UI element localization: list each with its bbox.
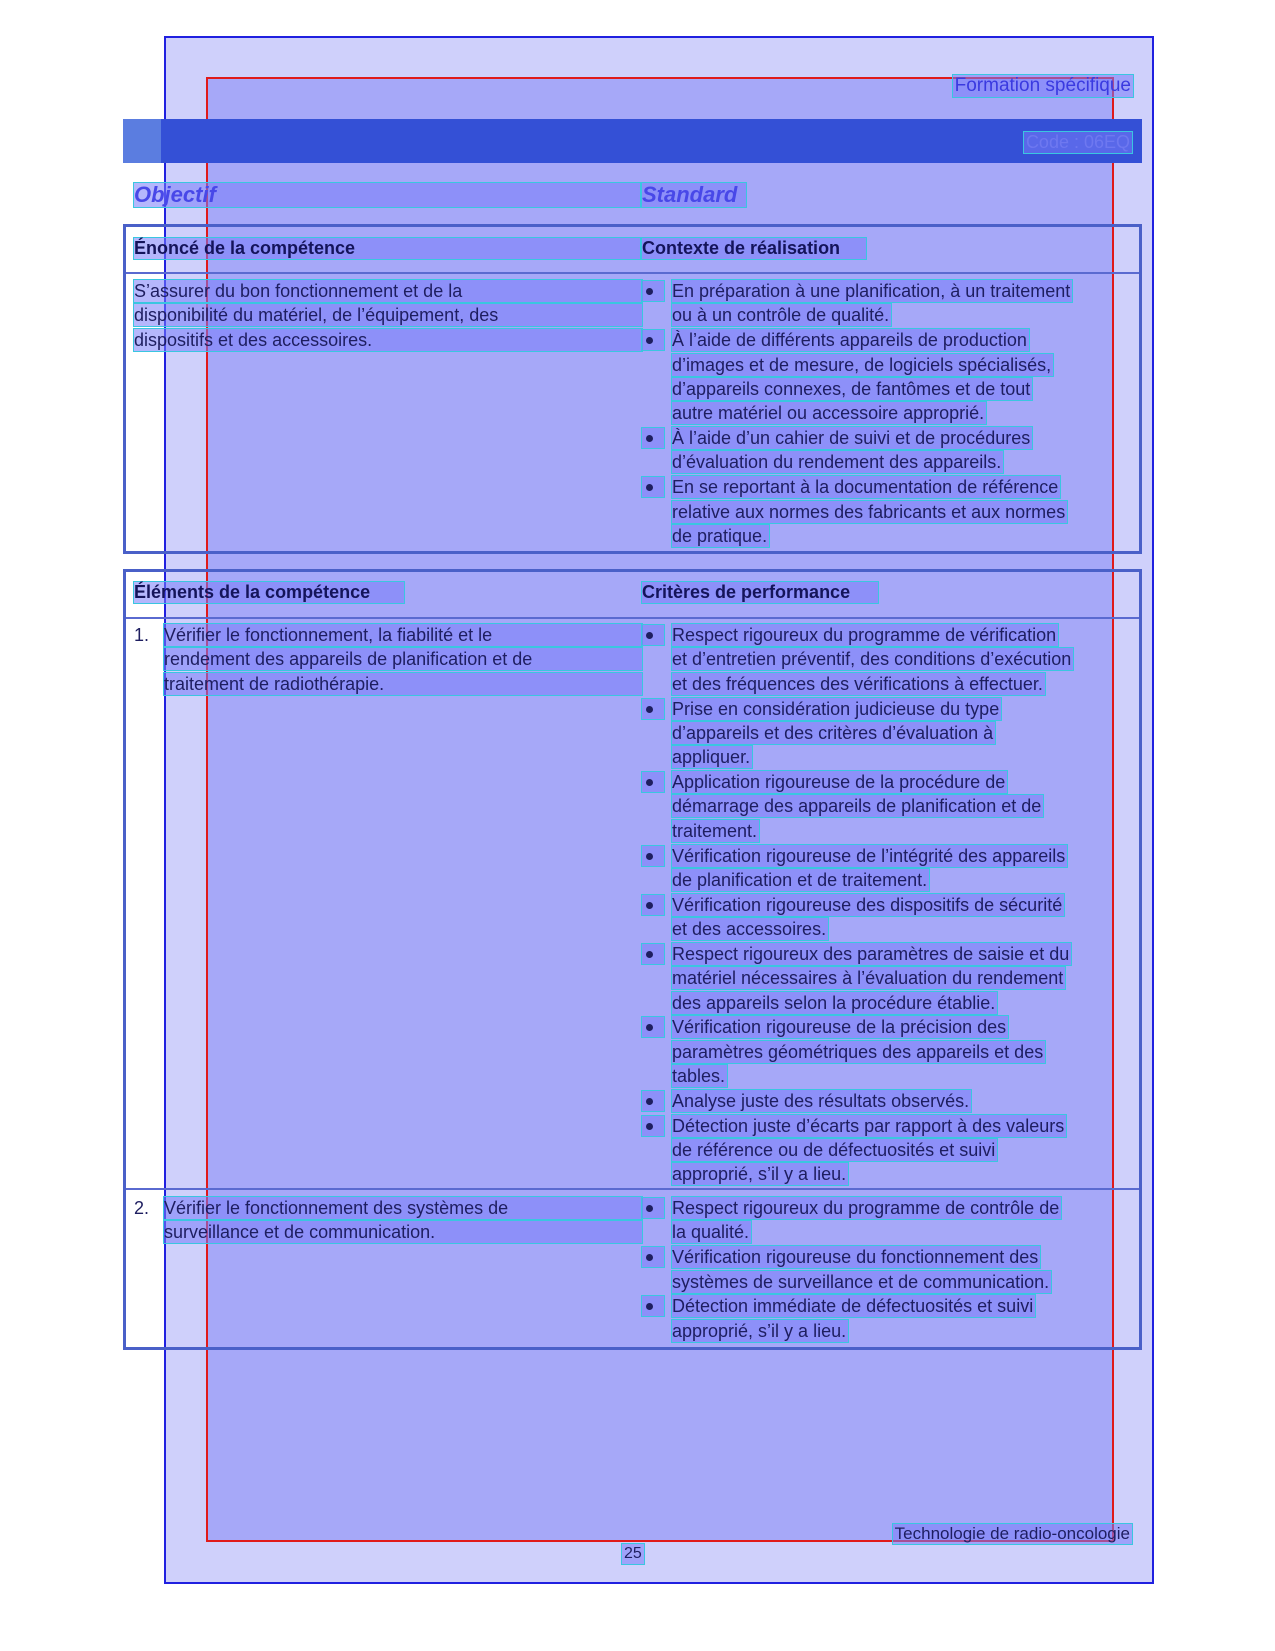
element-number: 1. (134, 625, 150, 645)
bullet-icon (642, 772, 664, 792)
criterion-line: d’appareils connexes, de fantômes et de tout (672, 378, 1031, 399)
criterion-line: et d’entretien préventif, des conditions d’exécution (672, 649, 1072, 670)
criterion-line: Détection juste d’écarts par rapport à des valeurs (672, 1115, 1065, 1136)
bullet-icon (642, 1017, 664, 1037)
element-line: Vérifier le fonctionnement des systèmes de (164, 1197, 642, 1219)
criterion-line: approprié, s’il y a lieu. (672, 1164, 847, 1185)
elements-header: Éléments de la compétence (134, 582, 404, 603)
criterion-line: traitement. (672, 820, 758, 841)
criteria-header: Critères de performance (642, 582, 878, 603)
criterion-line: paramètres géométriques des appareils et des (672, 1041, 1044, 1062)
element-line: traitement de radiothérapie. (164, 673, 642, 695)
bullet-icon (642, 1247, 664, 1267)
criterion-line: d’images et de mesure, de logiciels spécialisés, (672, 354, 1052, 375)
element-line: rendement des appareils de planification et de (164, 648, 642, 670)
criterion-line: Analyse juste des résultats observés. (672, 1090, 970, 1111)
criterion-line: Vérification rigoureuse des dispositifs de sécurité (672, 894, 1063, 915)
bullet-icon (642, 699, 664, 719)
element-line: Vérifier le fonctionnement, la fiabilité et le (164, 624, 642, 646)
criterion-line: la qualité. (672, 1222, 750, 1243)
bullet-icon (642, 846, 664, 866)
criterion-line: Vérification rigoureuse du fonctionnement des (672, 1247, 1039, 1268)
bullet-icon (642, 477, 664, 497)
criterion-line: Respect rigoureux du programme de contrôle de (672, 1198, 1060, 1218)
code-bar-accent (123, 119, 161, 163)
criterion-line: d’appareils et des critères d’évaluation à (672, 722, 994, 743)
objective-heading: Objectif (134, 183, 640, 207)
criterion-line: systèmes de surveillance et de communication. (672, 1271, 1050, 1292)
competency-code: Code : 06EQ (1025, 132, 1130, 152)
criterion-line: Prise en considération judicieuse du type (672, 698, 1000, 719)
bullet-icon (642, 1091, 664, 1111)
criterion-line: de planification et de traitement. (672, 869, 928, 890)
criterion-line: En préparation à une planification, à un traitement (672, 281, 1071, 301)
criterion-line: Respect rigoureux du programme de vérification (672, 625, 1057, 645)
bullet-icon (642, 944, 664, 964)
standard-heading: Standard (642, 183, 746, 207)
criterion-line: des appareils selon la procédure établie. (672, 992, 996, 1013)
criterion-line: d’évaluation du rendement des appareils. (672, 452, 1002, 473)
criterion-line: ou à un contrôle de qualité. (672, 305, 890, 326)
criterion-line: démarrage des appareils de planification et de (672, 796, 1042, 817)
bullet-icon (642, 895, 664, 915)
section-divider (126, 617, 1139, 619)
bullet-icon (642, 281, 664, 301)
criterion-line: À l’aide de différents appareils de production (672, 330, 1027, 351)
bullet-icon (642, 1296, 664, 1316)
criterion-line: approprié, s’il y a lieu. (672, 1320, 847, 1341)
bullet-icon (642, 625, 664, 645)
bullet-icon (642, 330, 664, 350)
criterion-line: de pratique. (672, 525, 768, 546)
criterion-line: Application rigoureuse de la procédure de (672, 772, 1006, 792)
criterion-line: En se reportant à la documentation de référence (672, 477, 1059, 498)
criterion-line: appliquer. (672, 747, 751, 768)
criterion-line: matériel nécessaires à l’évaluation du rendement (672, 968, 1064, 989)
section-divider (126, 272, 1139, 274)
bullet-icon (642, 428, 664, 448)
statement-line: disponibilité du matériel, de l’équipement, des (134, 304, 642, 326)
criterion-line: Respect rigoureux des paramètres de saisie et du (672, 943, 1070, 964)
criterion-line: et des accessoires. (672, 919, 827, 939)
page-number: 25 (624, 1545, 642, 1562)
row-divider (126, 1188, 1139, 1190)
criterion-line: Vérification rigoureuse de la précision des (672, 1017, 1007, 1038)
criterion-line: et des fréquences des vérifications à effectuer. (672, 673, 1043, 694)
bullet-icon (642, 1198, 664, 1218)
element-line: surveillance et de communication. (164, 1221, 642, 1243)
criterion-line: autre matériel ou accessoire approprié. (672, 403, 985, 424)
element-number: 2. (134, 1198, 150, 1218)
statement-line: S’assurer du bon fonctionnement et de la (134, 280, 642, 302)
criterion-line: de référence ou de défectuosités et suivi (672, 1140, 996, 1161)
statement-header: Énoncé de la compétence (134, 238, 640, 259)
criterion-line: Vérification rigoureuse de l’intégrité des appareils (672, 845, 1066, 866)
code-bar (123, 119, 1142, 163)
criterion-line: tables. (672, 1066, 726, 1086)
context-header: Contexte de réalisation (642, 238, 866, 259)
statement-line: dispositifs et des accessoires. (134, 329, 642, 351)
bullet-icon (642, 1116, 664, 1136)
program-title: Formation spécifique (954, 75, 1131, 96)
footer-title: Technologie de radio-oncologie (894, 1524, 1130, 1543)
criterion-line: Détection immédiate de défectuosités et suivi (672, 1296, 1034, 1317)
criterion-line: À l’aide d’un cahier de suivi et de procédures (672, 428, 1031, 448)
criterion-line: relative aux normes des fabricants et aux normes (672, 501, 1066, 522)
